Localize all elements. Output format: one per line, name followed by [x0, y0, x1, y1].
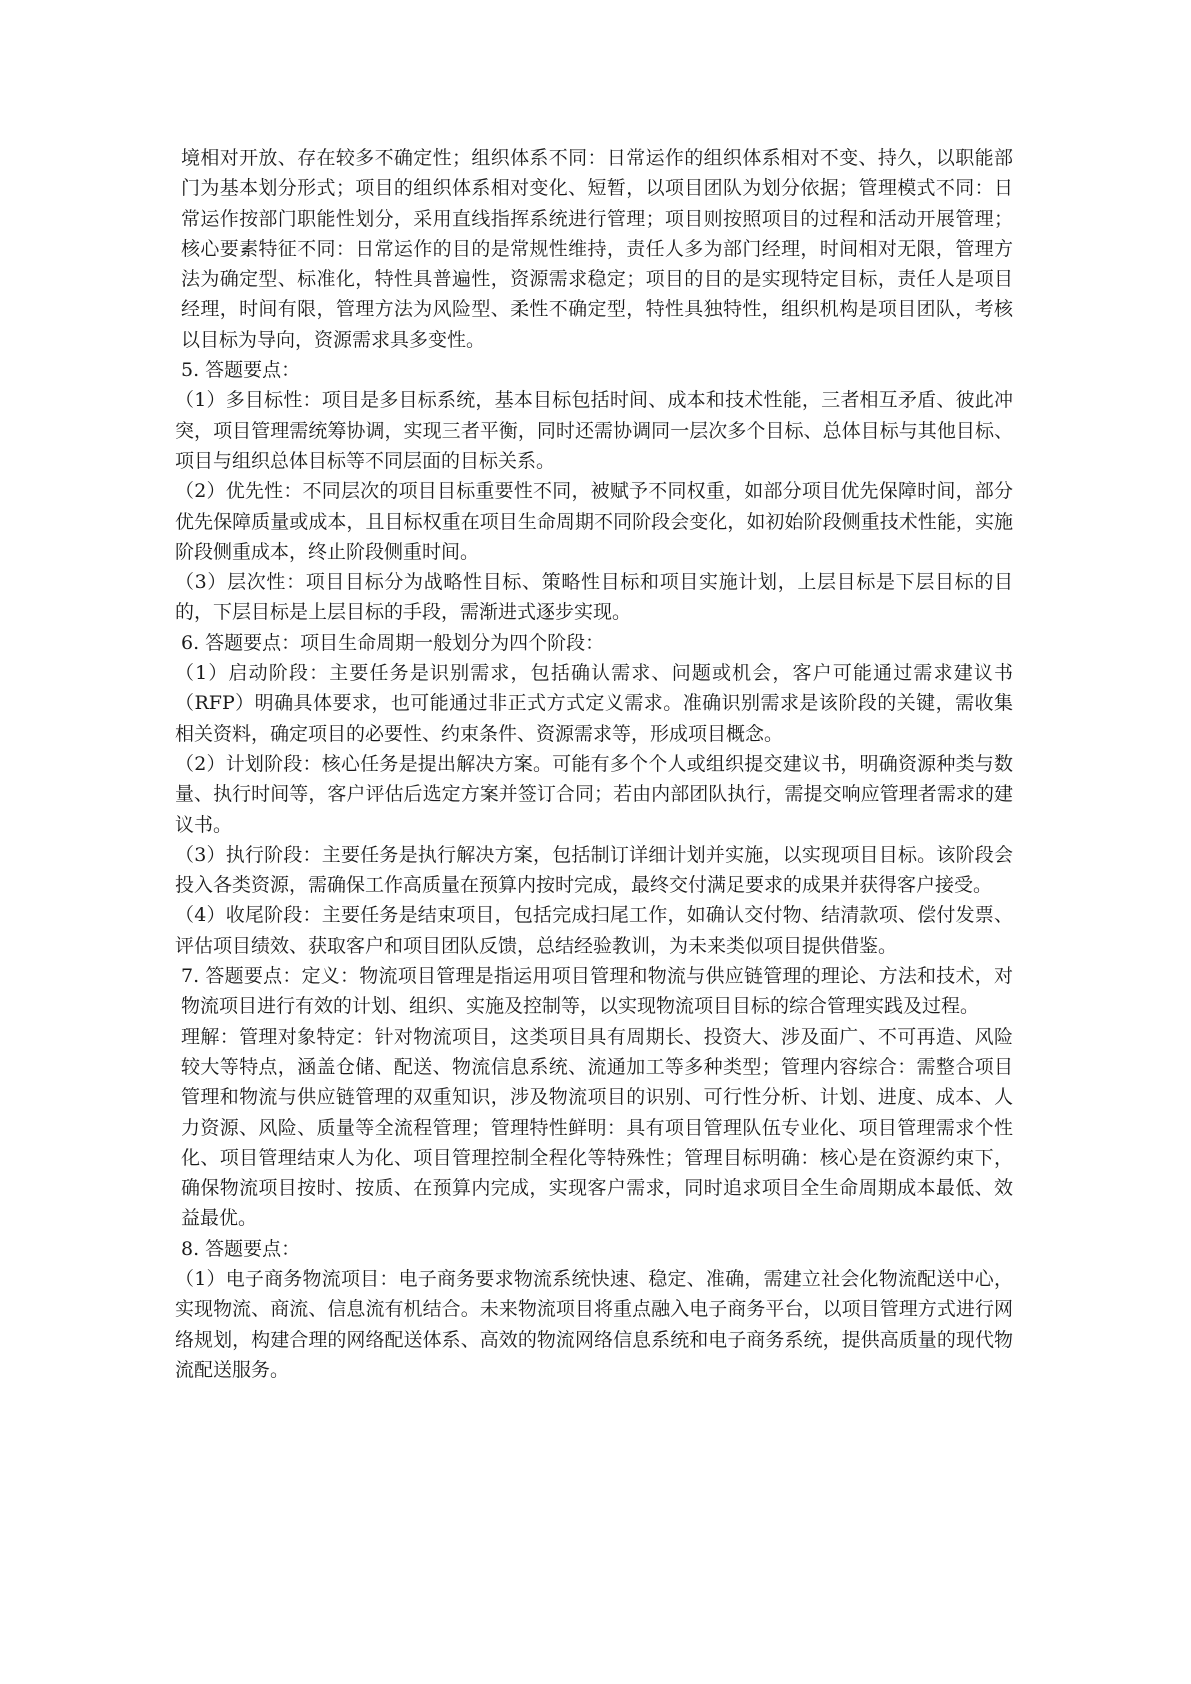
paragraph-continuation: 境相对开放、存在较多不确定性；组织体系不同：日常运作的组织体系相对不变、持久，以职能部门为基本划分形式；项目的组织体系相对变化、短暂，以项目团队为划分依据；管理模式不同：日常运作按部门职能性划分，采用直线指挥系统进行管理；项目则按照项目的过程和活动开展管理；核心要素特征不同：日常运作的目的是常规性维持，责任人多为部门经理，时间相对无限，管理方法为确定型、标准化，特性具普遍性，资源需求稳定；项目的目的是实现特定目标，责任人是项目经理，时间有限，管理方法为风险型、柔性不确定型，特性具独特性，组织机构是项目团队，考核以目标为导向，资源需求具多变性。 — [181, 147, 1013, 351]
answer-8-heading: 8. 答题要点： — [181, 1237, 301, 1260]
answer-5-point-1: （1）多目标性：项目是多目标系统，基本目标包括时间、成本和技术性能，三者相互矛盾、彼此冲突，项目管理需统筹协调，实现三者平衡，同时还需协调同一层次多个目标、总体目标与其他目标、项目与组织总体目标等不同层面的目标关系。 — [175, 389, 1013, 472]
answer-6-point-4: （4）收尾阶段：主要任务是结束项目，包括完成扫尾工作，如确认交付物、结清款项、偿付发票、评估项目绩效、获取客户和项目团队反馈，总结经验教训，为未来类似项目提供借鉴。 — [175, 904, 1013, 957]
answer-5-heading: 5. 答题要点： — [181, 359, 301, 382]
answer-6-point-1: （1）启动阶段：主要任务是识别需求，包括确认需求、问题或机会，客户可能通过需求建议书（RFP）明确具体要求，也可能通过非正式方式定义需求。准确识别需求是该阶段的关键，需收集相关资料，确定项目的必要性、约束条件、资源需求等，形成项目概念。 — [175, 662, 1013, 745]
answer-7-definition: 7. 答题要点：定义：物流项目管理是指运用项目管理和物流与供应链管理的理论、方法和技术，对物流项目进行有效的计划、组织、实施及控制等，以实现物流项目目标的综合管理实践及过程。 — [181, 965, 1013, 1018]
answer-6-point-3: （3）执行阶段：主要任务是执行解决方案，包括制订详细计划并实施，以实现项目目标。该阶段会投入各类资源，需确保工作高质量在预算内按时完成，最终交付满足要求的成果并获得客户接受。 — [175, 843, 1013, 897]
document-page — [175, 143, 1013, 1385]
answer-7-understanding: 理解：管理对象特定：针对物流项目，这类项目具有周期长、投资大、涉及面广、不可再造、风险较大等特点，涵盖仓储、配送、物流信息系统、流通加工等多种类型；管理内容综合：需整合项目管理和物流与供应链管理的双重知识，涉及物流项目的识别、可行性分析、计划、进度、成本、人力资源、风险、质量等全流程管理；管理特性鲜明：具有项目管理队伍专业化、项目管理需求个性化、项目管理结束人为化、项目管理控制全程化等特殊性；管理目标明确：核心是在资源约束下，确保物流项目按时、按质、在预算内完成，实现客户需求，同时追求项目全生命周期成本最低、效益最优。 — [181, 1025, 1013, 1230]
answer-8-point-1: （1）电子商务物流项目：电子商务要求物流系统快速、稳定、准确，需建立社会化物流配送中心，实现物流、商流、信息流有机结合。未来物流项目将重点融入电子商务平台，以项目管理方式进行网络规划，构建合理的网络配送体系、高效的物流网络信息系统和电子商务系统，提供高质量的现代物流配送服务。 — [175, 1267, 1013, 1381]
answer-6-point-2: （2）计划阶段：核心任务是提出解决方案。可能有多个个人或组织提交建议书，明确资源种类与数量、执行时间等，客户评估后选定方案并签订合同；若由内部团队执行，需提交响应管理者需求的建议书。 — [175, 752, 1013, 836]
answer-5-point-2: （2）优先性：不同层次的项目目标重要性不同，被赋予不同权重，如部分项目优先保障时间，部分优先保障质量或成本，且目标权重在项目生命周期不同阶段会变化，如初始阶段侧重技术性能，实施阶段侧重成本，终止阶段侧重时间。 — [175, 480, 1013, 563]
answer-6-heading: 6. 答题要点：项目生命周期一般划分为四个阶段： — [181, 631, 605, 654]
answer-5-point-3: （3）层次性：项目目标分为战略性目标、策略性目标和项目实施计划，上层目标是下层目标的目的，下层目标是上层目标的手段，需渐进式逐步实现。 — [175, 571, 1013, 624]
